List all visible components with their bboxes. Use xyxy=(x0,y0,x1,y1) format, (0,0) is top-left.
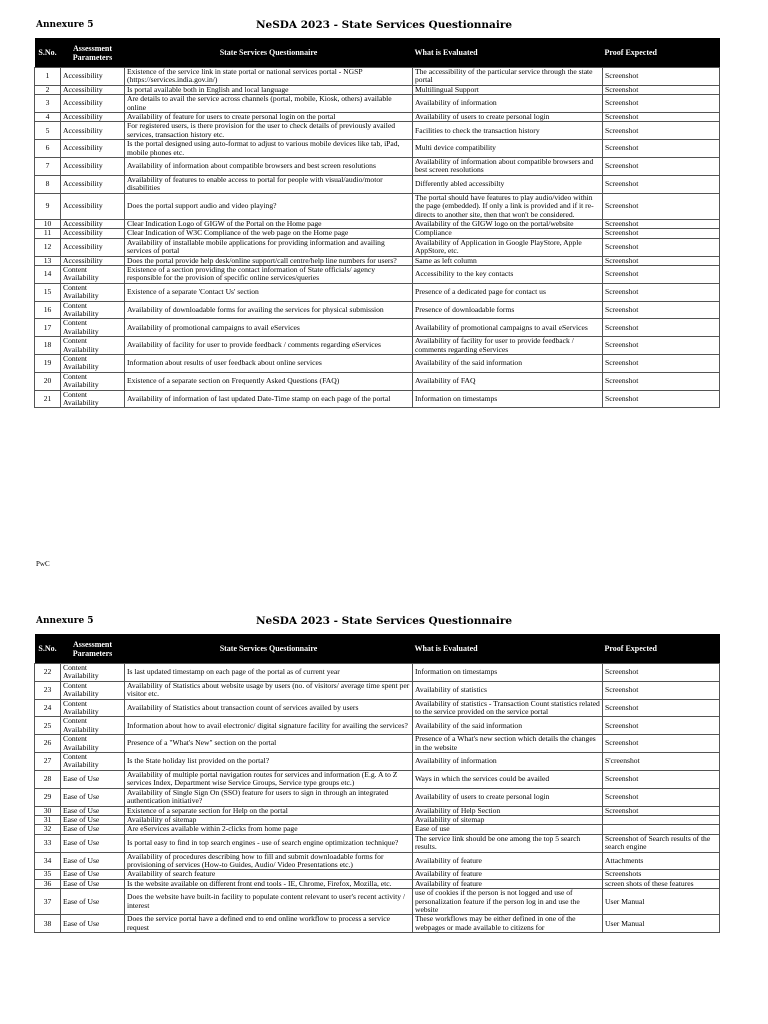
cell-what-evaluated: Presence of a What's new section which details the changes in the website xyxy=(413,735,603,753)
cell-proof-expected: Screenshot xyxy=(603,219,720,228)
cell-assessment-parameter: Accessibility xyxy=(61,85,125,94)
table-row xyxy=(35,717,720,735)
cell-proof-expected: Screenshot xyxy=(603,68,720,86)
cell-questionnaire: Availability of multiple portal navigation routes for services and information (E.g. A to Z services Index, Department wise Service Groups, Service type groups etc.) xyxy=(125,770,413,788)
table-row xyxy=(35,229,720,238)
table-row xyxy=(35,95,720,113)
cell-questionnaire: Existence of a separate 'Contact Us' section xyxy=(125,283,413,301)
cell-assessment-parameter: Accessibility xyxy=(61,193,125,219)
table-row xyxy=(35,825,720,834)
cell-what-evaluated: Availability of the said information xyxy=(413,355,603,373)
cell-proof-expected: Screenshot xyxy=(603,158,720,176)
table-row xyxy=(35,256,720,265)
cell-what-evaluated: The portal should have features to play audio/video within the page (embedded). If only a link is provided and if it re-directs to another site, then that won't be considered. xyxy=(413,193,603,219)
cell-what-evaluated: The service link should be one among the top 5 search results. xyxy=(413,834,603,852)
cell-sno: 3 xyxy=(35,95,61,113)
cell-proof-expected: Screenshot xyxy=(603,355,720,373)
cell-questionnaire: Clear Indication Logo of GIGW of the Portal on the Home page xyxy=(125,219,413,228)
cell-questionnaire: Existence of a separate section on Frequently Asked Questions (FAQ) xyxy=(125,372,413,390)
header-proof-expected: Proof Expected xyxy=(603,634,720,664)
cell-assessment-parameter: Content Availability xyxy=(61,717,125,735)
cell-questionnaire: Are eServices available within 2-clicks from home page xyxy=(125,825,413,834)
header-assessment-parameters: Assessment Parameters xyxy=(61,38,125,68)
cell-what-evaluated: Availability of users to create personal login xyxy=(413,113,603,122)
table-row xyxy=(35,681,720,699)
table-row xyxy=(35,85,720,94)
cell-questionnaire: Is last updated timestamp on each page of the portal as of current year xyxy=(125,664,413,682)
cell-sno: 17 xyxy=(35,319,61,337)
cell-assessment-parameter: Content Availability xyxy=(61,355,125,373)
cell-questionnaire: Presence of a "What's New" section on the portal xyxy=(125,735,413,753)
header-assessment-parameters: Assessment Parameters xyxy=(61,634,125,664)
cell-sno: 34 xyxy=(35,852,61,870)
cell-proof-expected: Screenshot xyxy=(603,717,720,735)
cell-sno: 24 xyxy=(35,699,61,717)
cell-sno: 27 xyxy=(35,753,61,771)
cell-what-evaluated: Availability of feature xyxy=(413,870,603,879)
cell-sno: 5 xyxy=(35,122,61,140)
cell-sno: 36 xyxy=(35,879,61,888)
sheet-header xyxy=(0,610,768,632)
cell-assessment-parameter: Ease of Use xyxy=(61,788,125,806)
cell-assessment-parameter: Content Availability xyxy=(61,372,125,390)
cell-questionnaire: Availability of promotional campaigns to avail eServices xyxy=(125,319,413,337)
cell-what-evaluated: Compliance xyxy=(413,229,603,238)
table-row xyxy=(35,122,720,140)
cell-assessment-parameter: Content Availability xyxy=(61,337,125,355)
cell-questionnaire: Availability of installable mobile applications for providing information and availing services of portal xyxy=(125,238,413,256)
cell-proof-expected: Screenshot xyxy=(603,265,720,283)
cell-proof-expected: Screenshot xyxy=(603,390,720,408)
table-row xyxy=(35,834,720,852)
cell-questionnaire: Is the website available on different front end tools - IE, Chrome, Firefox, Mozilla, etc. xyxy=(125,879,413,888)
cell-assessment-parameter: Ease of Use xyxy=(61,815,125,824)
sheet-header xyxy=(0,14,768,36)
cell-what-evaluated: Availability of Application in Google PlayStore, Apple AppStore, etc. xyxy=(413,238,603,256)
cell-what-evaluated: Availability of facility for user to provide feedback / comments regarding eServices xyxy=(413,337,603,355)
cell-sno: 22 xyxy=(35,664,61,682)
cell-questionnaire: Availability of information of last updated Date-Time stamp on each page of the portal xyxy=(125,390,413,408)
cell-assessment-parameter: Accessibility xyxy=(61,219,125,228)
cell-what-evaluated: These workflows may be either defined in one of the webpages or made available to citizens for xyxy=(413,915,603,933)
cell-what-evaluated: Availability of promotional campaigns to avail eServices xyxy=(413,319,603,337)
cell-what-evaluated: The accessibility of the particular service through the state portal xyxy=(413,68,603,86)
annexure-label: Annexure 5 xyxy=(36,20,94,30)
table-row xyxy=(35,815,720,824)
table-row xyxy=(35,770,720,788)
cell-sno: 25 xyxy=(35,717,61,735)
cell-proof-expected xyxy=(603,815,720,824)
cell-questionnaire: For registered users, is there provision for the user to check details of previously availed services, transaction history etc. xyxy=(125,122,413,140)
cell-questionnaire: Availability of procedures describing how to fill and submit downloadable forms for provisioning of services (How-to Guides, Audio/ Video Presentations etc.) xyxy=(125,852,413,870)
footer-label: PwC xyxy=(36,560,50,568)
cell-assessment-parameter: Ease of Use xyxy=(61,825,125,834)
cell-questionnaire: Is the State holiday list provided on the portal? xyxy=(125,753,413,771)
cell-sno: 19 xyxy=(35,355,61,373)
table-row xyxy=(35,265,720,283)
cell-what-evaluated: use of cookies if the person is not logged and use of personalization feature if the person log in and use the website xyxy=(413,889,603,915)
cell-questionnaire: Existence of a separate section for Help on the portal xyxy=(125,806,413,815)
header-what-evaluated: What is Evaluated xyxy=(413,38,603,68)
cell-what-evaluated: Ease of use xyxy=(413,825,603,834)
cell-questionnaire: Information about results of user feedback about online services xyxy=(125,355,413,373)
cell-assessment-parameter: Ease of Use xyxy=(61,852,125,870)
questionnaire-sheet-1 xyxy=(0,14,768,568)
cell-assessment-parameter: Accessibility xyxy=(61,113,125,122)
cell-proof-expected: Screenshot xyxy=(603,238,720,256)
cell-questionnaire: Are details to avail the service across channels (portal, mobile, Kiosk, others) available online xyxy=(125,95,413,113)
cell-proof-expected: S'creenshot xyxy=(603,753,720,771)
cell-proof-expected: Screenshot xyxy=(603,372,720,390)
cell-what-evaluated: Presence of a dedicated page for contact us xyxy=(413,283,603,301)
table-header-row xyxy=(35,38,720,68)
cell-what-evaluated: Multilingual Support xyxy=(413,85,603,94)
cell-sno: 30 xyxy=(35,806,61,815)
cell-proof-expected xyxy=(603,825,720,834)
cell-proof-expected: screen shots of these features xyxy=(603,879,720,888)
table-row xyxy=(35,735,720,753)
cell-proof-expected: Screenshots xyxy=(603,870,720,879)
table-row xyxy=(35,175,720,193)
cell-what-evaluated: Information on timestamps xyxy=(413,664,603,682)
cell-assessment-parameter: Accessibility xyxy=(61,229,125,238)
table-row xyxy=(35,372,720,390)
cell-assessment-parameter: Ease of Use xyxy=(61,915,125,933)
cell-proof-expected: Screenshot xyxy=(603,140,720,158)
sheet-title: NeSDA 2023 - State Services Questionnaire xyxy=(255,615,513,627)
cell-assessment-parameter: Ease of Use xyxy=(61,806,125,815)
cell-what-evaluated: Availability of users to create personal login xyxy=(413,788,603,806)
cell-questionnaire: Availability of Statistics about website usage by users (no. of visitors/ average time spent per visitor etc. xyxy=(125,681,413,699)
cell-questionnaire: Existence of a section providing the contact information of State officials/ agency responsible for the provision of specific online services/queries xyxy=(125,265,413,283)
cell-what-evaluated: Differently abled accessibilty xyxy=(413,175,603,193)
table-row xyxy=(35,390,720,408)
cell-sno: 29 xyxy=(35,788,61,806)
table-row xyxy=(35,355,720,373)
cell-proof-expected: Screenshot xyxy=(603,681,720,699)
header-what-evaluated: What is Evaluated xyxy=(413,634,603,664)
cell-what-evaluated: Accessibility to the key contacts xyxy=(413,265,603,283)
cell-sno: 33 xyxy=(35,834,61,852)
cell-assessment-parameter: Content Availability xyxy=(61,753,125,771)
cell-sno: 9 xyxy=(35,193,61,219)
table-row xyxy=(35,699,720,717)
cell-questionnaire: Does the portal support audio and video playing? xyxy=(125,193,413,219)
cell-what-evaluated: Availability of feature xyxy=(413,879,603,888)
cell-sno: 20 xyxy=(35,372,61,390)
cell-proof-expected: Screenshot xyxy=(603,122,720,140)
header-questionnaire: State Services Questionnaire xyxy=(125,634,413,664)
cell-sno: 32 xyxy=(35,825,61,834)
table-row xyxy=(35,193,720,219)
cell-assessment-parameter: Accessibility xyxy=(61,68,125,86)
cell-proof-expected: Screenshot xyxy=(603,699,720,717)
cell-assessment-parameter: Accessibility xyxy=(61,95,125,113)
cell-what-evaluated: Ways in which the services could be availed xyxy=(413,770,603,788)
cell-what-evaluated: Availability of feature xyxy=(413,852,603,870)
cell-proof-expected: Screenshot xyxy=(603,95,720,113)
cell-assessment-parameter: Accessibility xyxy=(61,256,125,265)
cell-proof-expected: Screenshot xyxy=(603,337,720,355)
cell-sno: 16 xyxy=(35,301,61,319)
cell-what-evaluated: Availability of statistics - Transaction Count statistics related to the service provided on the service portal xyxy=(413,699,603,717)
header-proof-expected: Proof Expected xyxy=(603,38,720,68)
cell-questionnaire: Does the portal provide help desk/online support/call centre/help line numbers for users? xyxy=(125,256,413,265)
table-row xyxy=(35,889,720,915)
cell-sno: 1 xyxy=(35,68,61,86)
cell-proof-expected: Screenshot xyxy=(603,85,720,94)
cell-sno: 26 xyxy=(35,735,61,753)
table-row xyxy=(35,852,720,870)
table-row xyxy=(35,870,720,879)
cell-what-evaluated: Availability of the said information xyxy=(413,717,603,735)
cell-sno: 31 xyxy=(35,815,61,824)
cell-questionnaire: Availability of facility for user to provide feedback / comments regarding eServices xyxy=(125,337,413,355)
cell-proof-expected: Screenshot of Search results of the search engine xyxy=(603,834,720,852)
header-sno: S.No. xyxy=(35,634,61,664)
table-row xyxy=(35,664,720,682)
cell-proof-expected: Screenshot xyxy=(603,664,720,682)
table-row xyxy=(35,337,720,355)
cell-sno: 23 xyxy=(35,681,61,699)
sheet-title: NeSDA 2023 - State Services Questionnaire xyxy=(255,19,513,31)
cell-proof-expected: User Manual xyxy=(603,889,720,915)
cell-what-evaluated: Facilities to check the transaction history xyxy=(413,122,603,140)
cell-questionnaire: Availability of information about compatible browsers and best screen resolutions xyxy=(125,158,413,176)
cell-sno: 8 xyxy=(35,175,61,193)
cell-assessment-parameter: Content Availability xyxy=(61,301,125,319)
cell-what-evaluated: Presence of downloadable forms xyxy=(413,301,603,319)
table-row xyxy=(35,753,720,771)
cell-assessment-parameter: Ease of Use xyxy=(61,834,125,852)
cell-proof-expected: Screenshot xyxy=(603,319,720,337)
cell-questionnaire: Availability of sitemap xyxy=(125,815,413,824)
cell-proof-expected: Screenshot xyxy=(603,806,720,815)
table-row xyxy=(35,238,720,256)
table-row xyxy=(35,68,720,86)
cell-sno: 18 xyxy=(35,337,61,355)
cell-questionnaire: Availability of feature for users to create personal login on the portal xyxy=(125,113,413,122)
cell-what-evaluated: Availability of FAQ xyxy=(413,372,603,390)
cell-assessment-parameter: Content Availability xyxy=(61,681,125,699)
cell-sno: 14 xyxy=(35,265,61,283)
table-row xyxy=(35,113,720,122)
cell-proof-expected: Screenshot xyxy=(603,256,720,265)
cell-proof-expected: Screenshot xyxy=(603,283,720,301)
cell-questionnaire: Availability of Single Sign On (SSO) feature for users to sign in through an integrated authentication initiative? xyxy=(125,788,413,806)
cell-what-evaluated: Availability of information xyxy=(413,95,603,113)
cell-sno: 13 xyxy=(35,256,61,265)
cell-sno: 15 xyxy=(35,283,61,301)
cell-assessment-parameter: Content Availability xyxy=(61,283,125,301)
cell-assessment-parameter: Accessibility xyxy=(61,140,125,158)
table-header-row xyxy=(35,634,720,664)
cell-what-evaluated: Availability of statistics xyxy=(413,681,603,699)
cell-assessment-parameter: Content Availability xyxy=(61,265,125,283)
cell-assessment-parameter: Ease of Use xyxy=(61,770,125,788)
table-row xyxy=(35,219,720,228)
cell-sno: 4 xyxy=(35,113,61,122)
cell-proof-expected: Screenshot xyxy=(603,193,720,219)
cell-assessment-parameter: Content Availability xyxy=(61,664,125,682)
cell-questionnaire: Does the service portal have a defined end to end online workflow to process a service request xyxy=(125,915,413,933)
cell-assessment-parameter: Accessibility xyxy=(61,238,125,256)
cell-sno: 38 xyxy=(35,915,61,933)
table-row xyxy=(35,879,720,888)
cell-assessment-parameter: Content Availability xyxy=(61,319,125,337)
cell-sno: 2 xyxy=(35,85,61,94)
annexure-label: Annexure 5 xyxy=(36,616,94,626)
cell-questionnaire: Availability of search feature xyxy=(125,870,413,879)
cell-assessment-parameter: Ease of Use xyxy=(61,870,125,879)
cell-assessment-parameter: Accessibility xyxy=(61,175,125,193)
cell-assessment-parameter: Accessibility xyxy=(61,122,125,140)
cell-proof-expected: User Manual xyxy=(603,915,720,933)
cell-sno: 6 xyxy=(35,140,61,158)
cell-questionnaire: Information about how to avail electronic/ digital signature facility for availing the services? xyxy=(125,717,413,735)
cell-sno: 7 xyxy=(35,158,61,176)
cell-questionnaire: Clear Indication of W3C Compliance of the web page on the Home page xyxy=(125,229,413,238)
cell-what-evaluated: Availability of information xyxy=(413,753,603,771)
table-row xyxy=(35,140,720,158)
cell-questionnaire: Is portal available both in English and local language xyxy=(125,85,413,94)
questionnaire-sheet-2 xyxy=(0,610,768,932)
cell-sno: 35 xyxy=(35,870,61,879)
questionnaire-table xyxy=(34,38,720,408)
cell-what-evaluated: Same as left column xyxy=(413,256,603,265)
cell-questionnaire: Does the website have built-in facility to populate content relevant to user's recent activity / interest xyxy=(125,889,413,915)
table-row xyxy=(35,158,720,176)
cell-assessment-parameter: Content Availability xyxy=(61,699,125,717)
cell-proof-expected: Screenshot xyxy=(603,229,720,238)
cell-assessment-parameter: Content Availability xyxy=(61,390,125,408)
cell-proof-expected: Screenshot xyxy=(603,113,720,122)
cell-what-evaluated: Multi device compatibility xyxy=(413,140,603,158)
cell-proof-expected: Screenshot xyxy=(603,770,720,788)
cell-what-evaluated: Information on timestamps xyxy=(413,390,603,408)
cell-proof-expected: Screenshot xyxy=(603,788,720,806)
table-row xyxy=(35,283,720,301)
cell-proof-expected: Screenshot xyxy=(603,735,720,753)
cell-questionnaire: Availability of downloadable forms for availing the services for physical submission xyxy=(125,301,413,319)
cell-assessment-parameter: Accessibility xyxy=(61,158,125,176)
cell-questionnaire: Availability of features to enable access to portal for people with visual/audio/motor disabilities xyxy=(125,175,413,193)
cell-proof-expected: Screenshot xyxy=(603,175,720,193)
cell-proof-expected: Attachments xyxy=(603,852,720,870)
table-row xyxy=(35,788,720,806)
cell-what-evaluated: Availability of the GIGW logo on the portal/website xyxy=(413,219,603,228)
cell-sno: 11 xyxy=(35,229,61,238)
cell-assessment-parameter: Ease of Use xyxy=(61,879,125,888)
table-row xyxy=(35,319,720,337)
cell-sno: 37 xyxy=(35,889,61,915)
cell-proof-expected: Screenshot xyxy=(603,301,720,319)
table-row xyxy=(35,806,720,815)
cell-what-evaluated: Availability of Help Section xyxy=(413,806,603,815)
cell-questionnaire: Is the portal designed using auto-format to adjust to various mobile devices like tab, iPad, mobile phones etc. xyxy=(125,140,413,158)
questionnaire-table xyxy=(34,634,720,933)
cell-questionnaire: Is portal easy to find in top search engines - use of search engine optimization technique? xyxy=(125,834,413,852)
cell-what-evaluated: Availability of information about compatible browsers and best screen resolutions xyxy=(413,158,603,176)
cell-sno: 28 xyxy=(35,770,61,788)
table-row xyxy=(35,915,720,933)
cell-sno: 12 xyxy=(35,238,61,256)
header-sno: S.No. xyxy=(35,38,61,68)
cell-sno: 21 xyxy=(35,390,61,408)
cell-assessment-parameter: Content Availability xyxy=(61,735,125,753)
cell-sno: 10 xyxy=(35,219,61,228)
cell-what-evaluated: Availability of sitemap xyxy=(413,815,603,824)
cell-questionnaire: Availability of Statistics about transaction count of services availed by users xyxy=(125,699,413,717)
cell-assessment-parameter: Ease of Use xyxy=(61,889,125,915)
table-row xyxy=(35,301,720,319)
cell-questionnaire: Existence of the service link in state portal or national services portal - NGSP (https://services.india.gov.in/) xyxy=(125,68,413,86)
header-questionnaire: State Services Questionnaire xyxy=(125,38,413,68)
